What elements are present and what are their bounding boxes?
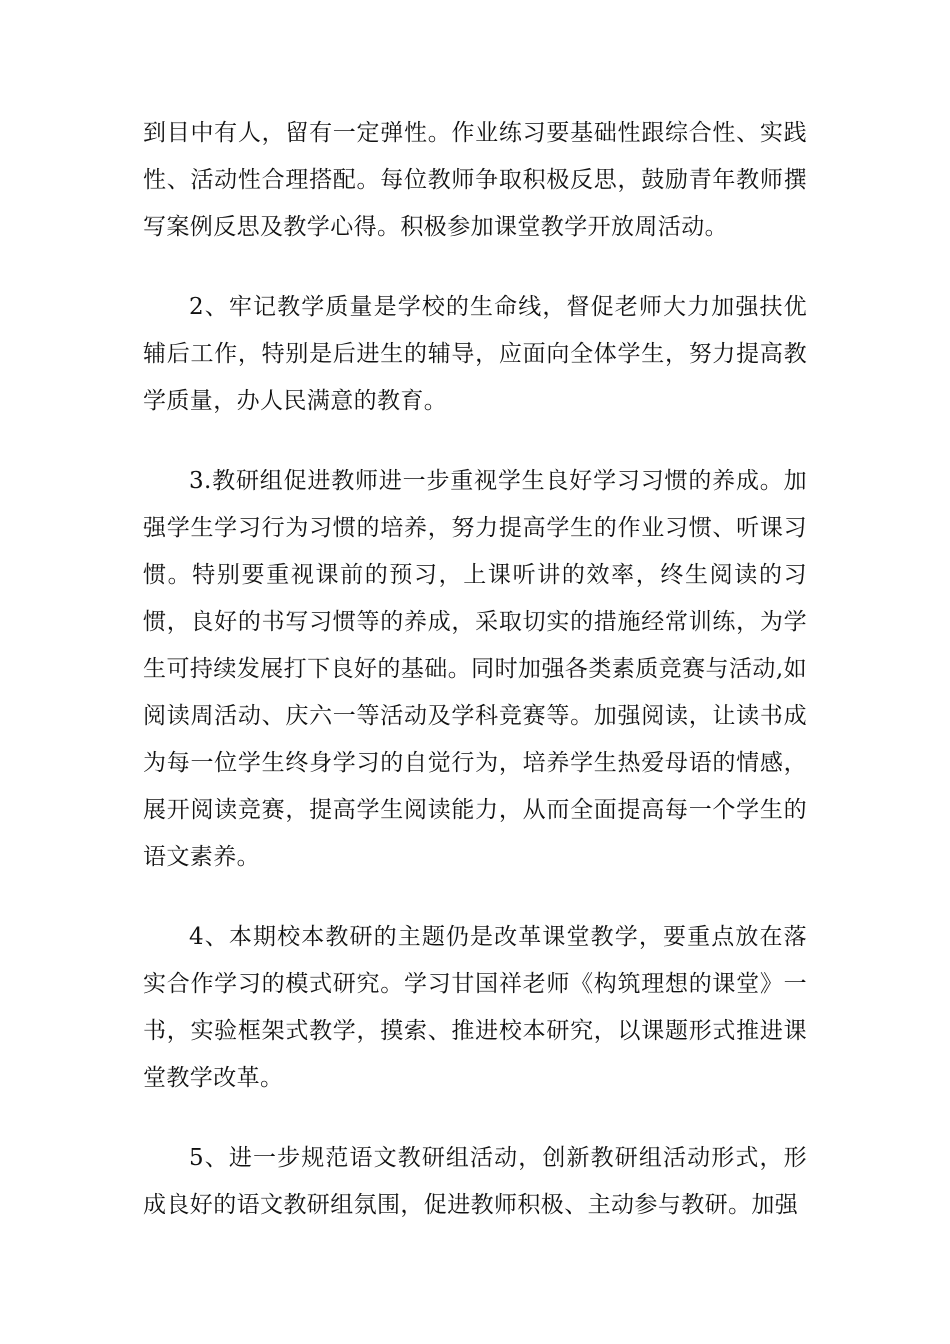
paragraph-item-5: 5、进一步规范语文教研组活动，创新教研组活动形式，形成良好的语文教研组氛围，促进教师积极、主动参与教研。加强 [143, 1145, 807, 1218]
paragraph-item-3: 3.教研组促进教师进一步重视学生良好学习习惯的养成。加强学生学习行为习惯的培养，努力提高学生的作业习惯、听课习惯。特别要重视课前的预习，上课听讲的效率，终生阅读的习惯，良好的书写习惯等的养成，采取切实的措施经常训练，为学生可持续发展打下良好的基础。同时加强各类素质竞赛与活动,如阅读周活动、庆六一等活动及学科竞赛等。加强阅读，让读书成为每一位学生终身学习的自觉行为，培养学生热爱母语的情感，展开阅读竞赛，提高学生阅读能力，从而全面提高每一个学生的语文素养。 [143, 468, 807, 870]
paragraph-continued: 到目中有人，留有一定弹性。作业练习要基础性跟综合性、实践性、活动性合理搭配。每位教师争取积极反思，鼓励青年教师撰写案例反思及教学心得。积极参加课堂教学开放周活动。 [143, 120, 807, 240]
paragraph-item-4: 4、本期校本教研的主题仍是改革课堂教学，要重点放在落实合作学习的模式研究。学习甘国祥老师《构筑理想的课堂》一书，实验框架式教学，摸索、推进校本研究，以课题形式推进课堂教学改革。 [143, 924, 807, 1091]
paragraph-item-2: 2、牢记教学质量是学校的生命线，督促老师大力加强扶优辅后工作，特别是后进生的辅导，应面向全体学生，努力提高教学质量，办人民满意的教育。 [143, 294, 807, 414]
document-body [143, 110, 807, 1262]
